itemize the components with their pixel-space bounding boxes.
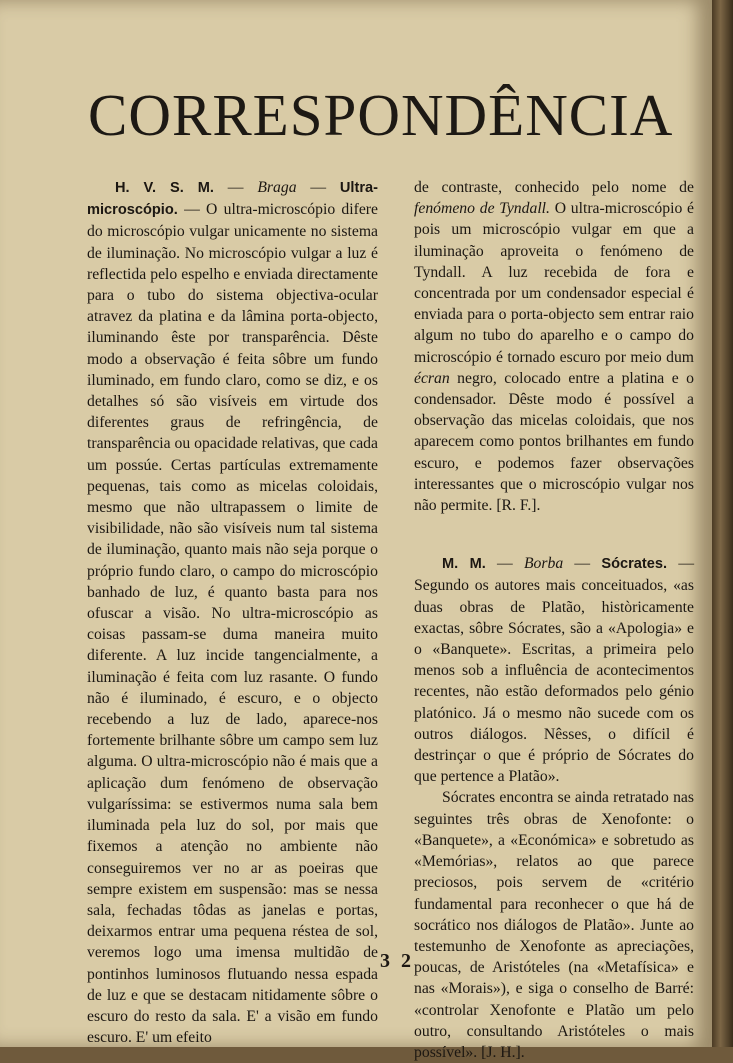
letter-subject: Sócrates. — [601, 556, 668, 573]
letter-body-cont: O ultra-microscópio é pois um microscópio vulgar em que a iluminação aproveita o fenómeno de Tyndall. A luz recebida de fora e concentrada por um condensador especial é enviada para o porta-objecto sem entrar raio algum no tubo do aparelho e o campo do microscópio é tornado escuro por meio dum — [414, 200, 694, 366]
letter-body-cont-italic: écran — [414, 369, 450, 387]
page-number: 3 2 — [380, 950, 414, 972]
letter-body: Segundo os autores mais conceituados, «as duas obras de Platão, històricamente exactas, sôbre Sócrates, são a «Apologia» e o «Banquete». Escritas, a primeira pelo menos sob a influência de acontecimentos recentes, não estão deformados pelo génio platónico. Já o mesmo não sucede com os outros diálogos. Nêsses, o difícil é destrinçar o que é próprio de Sócrates do que pertence a Platão». — [414, 577, 694, 786]
letter-socrates-paragraph-2: Sócrates encontra se ainda retratado nas seguintes três obras de Xenofonte: o «Banquete», a «Económica» e sobretudo as «Memórias», relatos ao que parece preciosos, pois servem de «critério fundamental para reconhecer o que há de socrático nos diálogos de Platão». Junte ao testemunho de Xenofonte as apreciações, poucas, de Aristóteles (na «Metafísica» e nas «Morais»), e siga o conselho de Barré: «controlar Xenofonte e Platão um pelo outro, consultando Aristóteles o mais possível». [J. H.]. — [414, 789, 694, 1061]
letter-body-cont: de contraste, conhecido pelo nome de — [414, 179, 694, 196]
left-column — [87, 177, 378, 1048]
letter-socrates: M. M. — Borba — Sócrates. — Segundo os autores mais conceituados, «as duas obras de Platão, històricamente exactas, sôbre Sócrates, são a «Apologia» e o «Banquete». Escritas, a primeira pelo menos sob a influência de acontecimentos recentes, não estão deformados pelo génio platónico. Já o mesmo não sucede com os outros diálogos. Nêsses, o difícil é destrinçar o que é próprio de Sócrates do que pertence a Platão». — [414, 555, 695, 786]
page-title: CORRESPONDÊNCIA — [88, 82, 674, 148]
letter-place: Braga — [257, 179, 297, 196]
letter-ultramicroscope-continued — [414, 177, 694, 516]
letter-body-cont: negro, colocado entre a platina e o condensador. Dêste modo é possível a observação das micelas coloidais, que nos aparecem como pontos brilhantes em fundo escuro, e podemos fazer observações interessantes que o microscópio vulgar nos não permite. [R. F.]. — [414, 369, 694, 515]
letter-initials: M. M. — [442, 556, 486, 573]
letter-place: Borba — [523, 555, 564, 573]
book-spine — [712, 0, 733, 1047]
letter-body: O ultra-microscópio difere do microscópio vulgar unicamente no sistema de iluminação. No microscópio vulgar a luz é reflectida pelo espelho e enviada directamente para o tubo do sistema objectiva-ocular atravez da platina e da lâmina porta-objecto, iluminando êste por transparência. Dêste modo a observação é feita sôbre um fundo iluminado, em fundo claro, como se diz, e os detalhes só são visíveis em virtude dos diferentes graus de refringência, de transparência ou opacidade relativas, que cada um possúe. Certas partículas extremamente pequenas, tais como as micelas coloidais, mesmo que não ultrapassem o limite de visibilidade, não são visíveis num tal sistema de iluminação, quanto mais não seja porque o próprio fundo claro, o campo do microscópio banhado de luz, é quanto basta para nos ofuscar a visão. No ultra-microscópio as coisas passam-se duma maneira muito diferente. A luz incide tangencialmente, a iluminação é feita com luz rasante. O fundo não é iluminado, é escuro, e o objecto recebendo a luz de lado, aparece-nos fortemente brilhante sôbre um campo sem luz alguma. O ultra-microscópio não é mais que a aplicação dum fenómeno de observação vulgaríssima: se estivermos numa sala bem iluminada pela luz do sol, por mais que fixemos a atenção no ambiente não conseguiremos ver no ar as poeiras que sempre existem em suspensão: mas se nessa sala, fechadas tôdas as janelas e portas, deixarmos entrar uma pequena réstea de sol, veremos logo uma imensa multidão de pontinhos luminosos flutuando nessa espada de luz e que se destacam nitidamente sôbre o escuro do resto da sala. E' a visão em fundo escuro. E' um efeito — [87, 201, 378, 1047]
letter-ultramicroscope: H. V. S. M. — Braga — Ultra-microscópio. — O ultra-microscópio difere do microscópio vulgar unicamente no sistema de iluminação. No microscópio vulgar a luz é reflectida pelo espelho e enviada directamente para o tubo do sistema objectiva-ocular atravez da platina e da lâmina porta-objecto, iluminando êste por transparência. Dêste modo a observação é feita sôbre um fundo iluminado, em fundo claro, como se diz, e os detalhes só são visíveis em virtude dos diferentes graus de refringência, de transparência ou opacidade relativas, que cada um possúe. Certas partículas extremamente pequenas, tais como as micelas coloidais, mesmo que não ultrapassem o limite de visibilidade, não são visíveis num tal sistema de iluminação, quanto mais não seja porque o próprio fundo claro, o campo do microscópio banhado de luz, é quanto basta para nos ofuscar a visão. No ultra-microscópio as coisas passam-se duma maneira muito diferente. A luz incide tangencialmente, a iluminação é feita com luz rasante. O fundo não é iluminado, é escuro, e o objecto recebendo a luz de lado, aparece-nos fortemente brilhante sôbre um campo sem luz alguma. O ultra-microscópio não é mais que a aplicação dum fenómeno de observação vulgaríssima: se estivermos numa sala bem iluminada pela luz do sol, por mais que fixemos a atenção no ambiente não conseguiremos ver no ar as poeiras que sempre existem em suspensão: mas se nessa sala, fechadas tôdas as janelas e portas, deixarmos entrar uma pequena réstea de sol, veremos logo uma imensa multidão de pontinhos luminosos flutuando nessa espada de luz e que se destacam nitidamente sôbre o escuro do resto da sala. E' a visão em fundo escuro. E' um efeito — [87, 179, 378, 1047]
right-column — [414, 177, 694, 1063]
letter-subject: Ultra-microscópio. — [87, 180, 378, 219]
letter-body-cont-italic: fenómeno de Tyndall. — [414, 200, 550, 218]
letter-initials: H. V. S. M. — [115, 180, 214, 196]
